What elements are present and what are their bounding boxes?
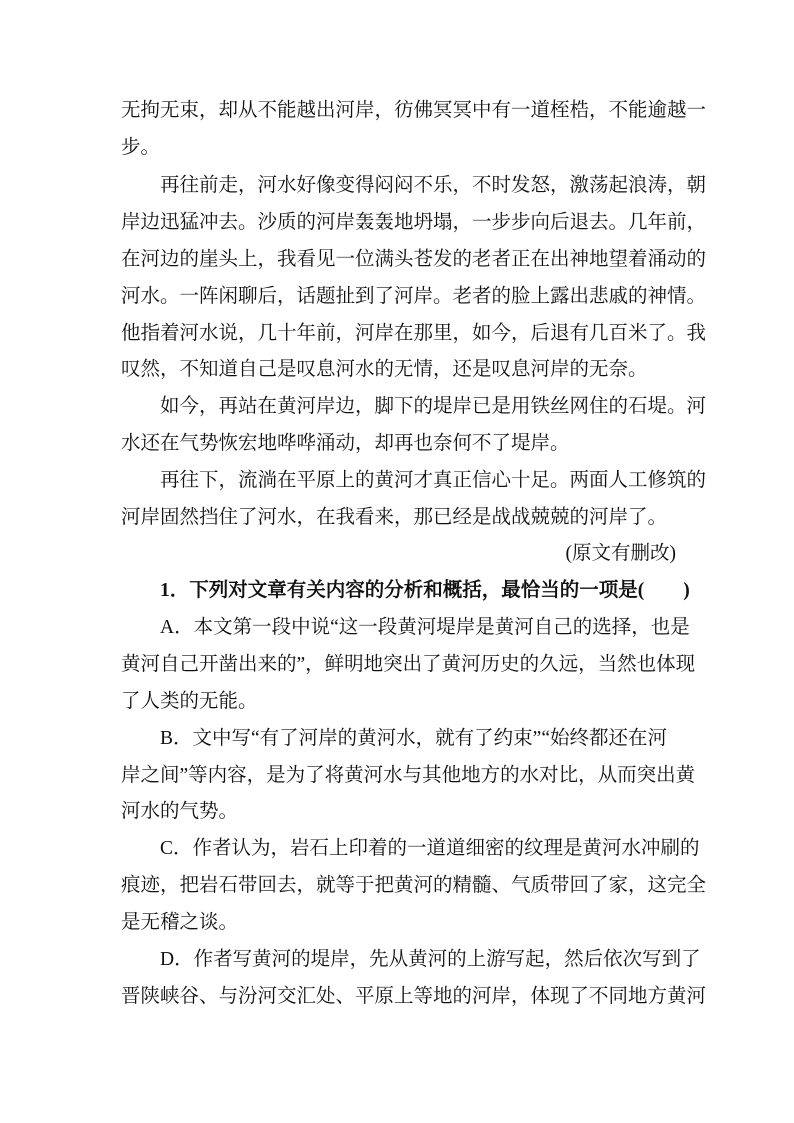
passage-line: 如今，再站在黄河岸边，脚下的堤岸已是用铁丝网住的石堤。河	[160, 394, 707, 417]
source-note: (原文有删改)	[565, 543, 676, 564]
passage-line: 岸边迅猛冲去。沙质的河岸轰轰地坍塌，一步步向后退去。几年前，	[121, 210, 707, 233]
option-d-line: 晋陕峡谷、与汾河交汇处、平原上等地的河岸，体现了不同地方黄河	[121, 986, 707, 1007]
question-stem: 1．下列对文章有关内容的分析和概括，最恰当的一项是( )	[160, 580, 690, 601]
passage-line: 再往前走，河水好像变得闷闷不乐，不时发怒，激荡起浪涛，朝	[160, 173, 707, 196]
passage-line: 无拘无束，却从不能越出河岸，彷佛冥冥中有一道桎梏，不能逾越一	[121, 98, 707, 121]
passage-line: 叹然，不知道自己是叹息河水的无情，还是叹息河岸的无奈。	[121, 357, 648, 380]
option-c-line: 痕迹，把岩石带回去，就等于把黄河的精髓、气质带回了家，这完全	[121, 875, 707, 896]
option-b-line: 岸之间”等内容，是为了将黄河水与其他地方的水对比，从而突出黄	[121, 765, 696, 786]
option-b-line: 河水的气势。	[121, 801, 239, 822]
passage-line: 河水。一阵闲聊后，话题扯到了河岸。老者的脸上露出悲戚的神情。	[121, 284, 707, 307]
passage-line: 他指着河水说，几十年前，河岸在那里，如今，后退有几百米了。我	[121, 321, 707, 344]
passage-line: 步。	[121, 135, 161, 158]
option-a-line: 了人类的无能。	[121, 691, 258, 712]
passage-line: 在河边的崖头上，我看见一位满头苍发的老者正在出神地望着涌动的	[121, 247, 707, 270]
passage-line: 水还在气势恢宏地哗哗涌动，却再也奈何不了堤岸。	[121, 431, 570, 454]
passage-line: 河岸固然挡住了河水，在我看来，那已经是战战兢兢的河岸了。	[121, 505, 668, 528]
option-a-line: A．本文第一段中说“这一段黄河堤岸是黄河自己的选择，也是	[160, 617, 690, 638]
passage-line: 再往下，流淌在平原上的黄河才真正信心十足。两面人工修筑的	[160, 468, 707, 491]
option-c-line: C．作者认为，岩石上印着的一道道细密的纹理是黄河水冲刷的	[160, 838, 700, 859]
option-a-line: 黄河自己开凿出来的”，鲜明地突出了黄河历史的久远，当然也体现	[121, 654, 696, 675]
option-d-line: D．作者写黄河的堤岸，先从黄河的上游写起，然后依次写到了	[160, 949, 701, 970]
option-c-line: 是无稽之谈。	[121, 912, 239, 933]
option-b-line: B．文中写“有了河岸的黄河水，就有了约束”“始终都还在河	[160, 728, 667, 749]
